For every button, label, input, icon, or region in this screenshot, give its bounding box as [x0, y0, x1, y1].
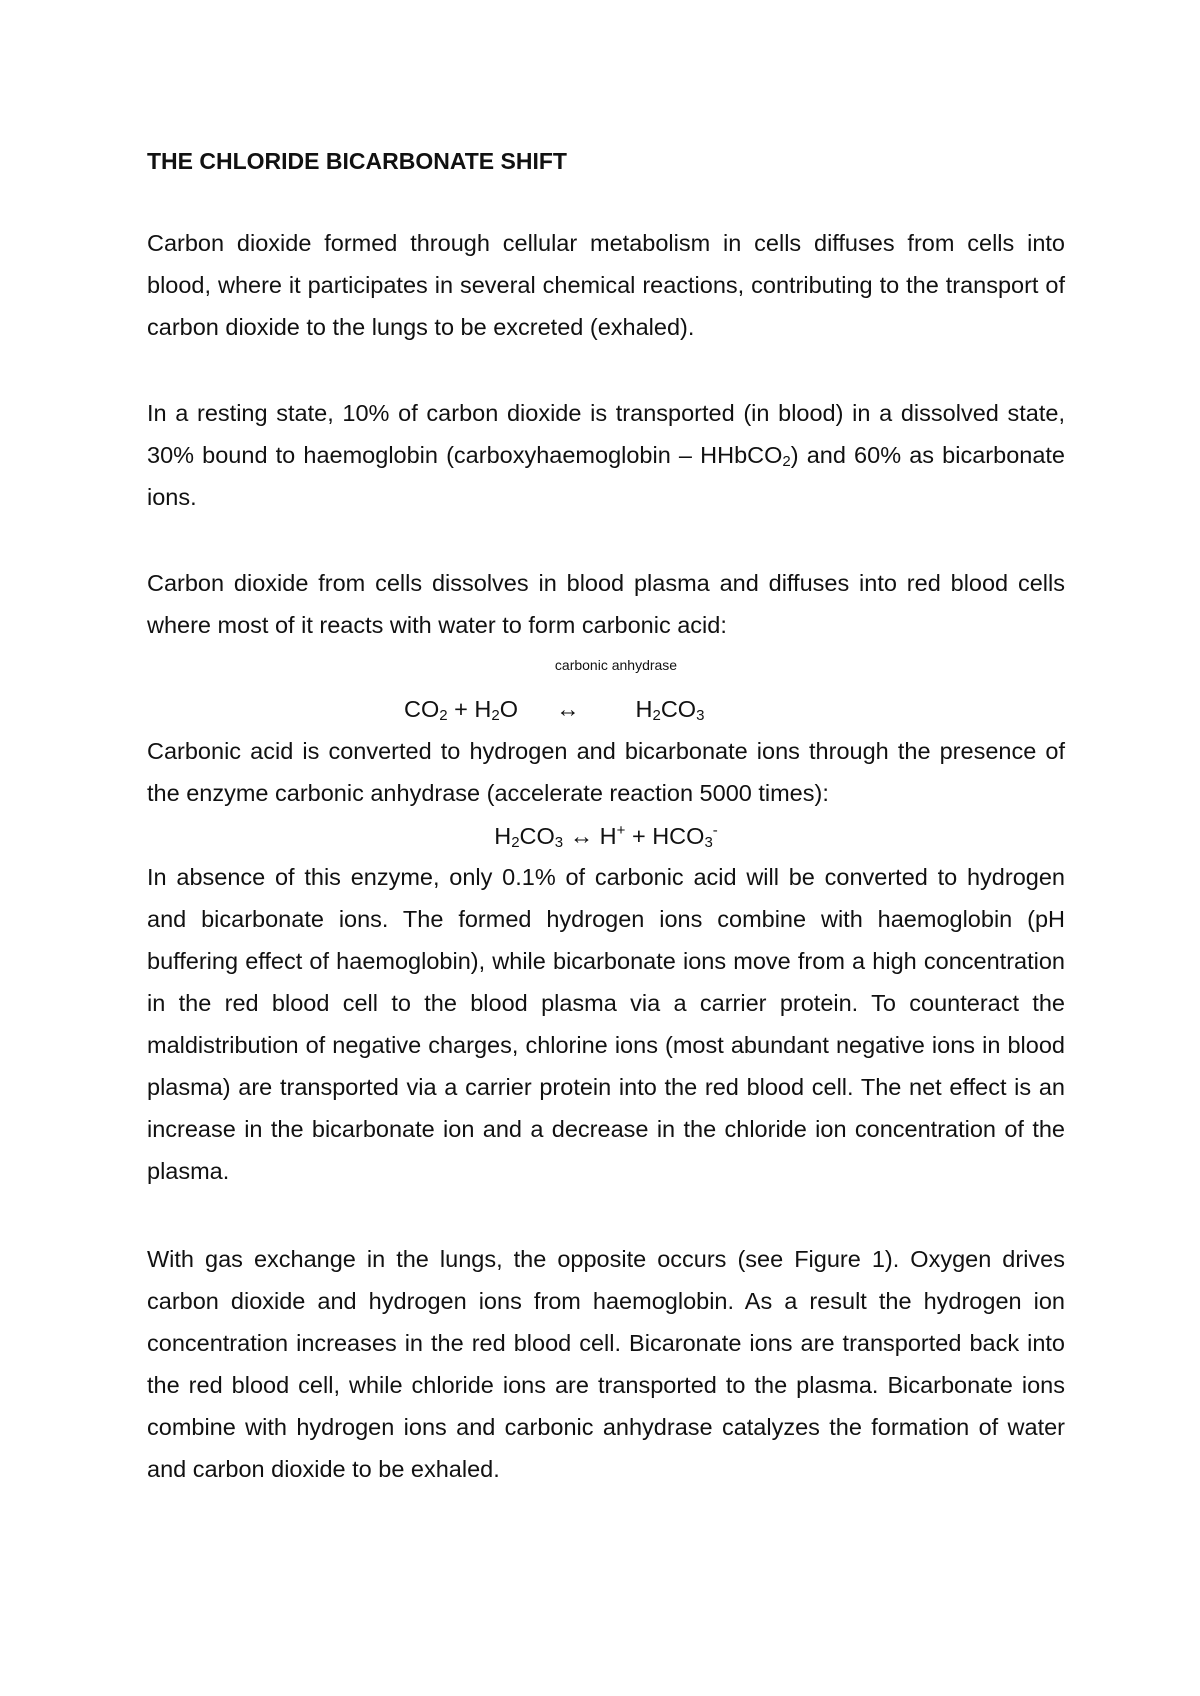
- eq1-o: O: [499, 696, 518, 722]
- p2-text-before: In a resting state, 10% of carbon dioxide is transported (in blood) in a dissolved state, 30% bound to haemoglobin (carboxyhaemoglobin – HHbCO: [147, 400, 1065, 468]
- paragraph-resting-state: [147, 392, 1065, 518]
- p2-text-after: ) and 60% as bicarbonate ions.: [147, 442, 1065, 510]
- eq1-h2: H: [635, 696, 653, 722]
- eq1-co3-sub: 3: [696, 707, 705, 724]
- paragraph-lung-gas-exchange: With gas exchange in the lungs, the opposite occurs (see Figure 1). Oxygen drives carbon dioxide and hydrogen ions from haemoglobin. As a result the hydrogen ion concentration increases in the red blood cell. Bicaronate ions are transported back into the red blood cell, while chloride ions are transported to the plasma. Bicarbonate ions combine with hydrogen ions and carbonic anhydrase catalyzes the formation of water and carbon dioxide to be exhaled.: [147, 1246, 1065, 1482]
- eq1-product: [635, 689, 704, 729]
- eq2-hco-sup: -: [712, 822, 718, 839]
- eq2-hco-sub: 3: [704, 834, 713, 851]
- paragraph-co2-transport-intro: Carbon dioxide formed through cellular metabolism in cells diffuses from cells into blood, where it participates in several chemical reactions, contributing to the transport of carbon dioxide to the lungs to be excreted (exhaled).: [147, 230, 1065, 340]
- eq1-h2-sub: 2: [652, 707, 661, 724]
- eq2-h-sup: +: [616, 822, 626, 839]
- eq1-co3: CO: [660, 696, 697, 722]
- paragraph-enzyme-absence: In absence of this enzyme, only 0.1% of carbonic acid will be converted to hydrogen and bicarbonate ions. The formed hydrogen ions combine with haemoglobin (pH buffering effect of haemoglobin), while bicarbonate ions move from a high concentration in the red blood cell to the blood plasma via a carrier protein. To counteract the maldistribution of negative charges, chlorine ions (most abundant negative ions in blood plasma) are transported via a carrier protein into the red blood cell. The net effect is an increase in the bicarbonate ion and a decrease in the chloride ion concentration of the plasma.: [147, 864, 1065, 1184]
- eq2-plus-hco: + HCO: [625, 823, 705, 849]
- eq1-co: CO: [404, 696, 440, 722]
- paragraph-carbonic-acid-formation: Carbon dioxide from cells dissolves in blood plasma and diffuses into red blood cells where most of it reacts with water to form carbonic acid:: [147, 570, 1065, 638]
- eq1-h-sub: 2: [491, 707, 500, 724]
- eq2-co-sub: 3: [554, 834, 564, 851]
- equation-dissociation: [147, 816, 1065, 856]
- eq1-co-sub: 2: [439, 707, 448, 724]
- document-title: THE CHLORIDE BICARBONATE SHIFT: [147, 148, 567, 174]
- eq2-arrow-h: ↔ H: [563, 823, 617, 849]
- paragraph-carbonic-anhydrase: Carbonic acid is converted to hydrogen and bicarbonate ions through the presence of the enzyme carbonic anhydrase (accelerate reaction 5000 times):: [147, 738, 1065, 806]
- enzyme-label: carbonic anhydrase: [554, 657, 678, 673]
- equation-carbonic-acid: [404, 689, 924, 729]
- eq2-h: H: [494, 823, 512, 849]
- eq1-plus-h: + H: [447, 696, 492, 722]
- eq1-arrow: ↔: [555, 696, 580, 722]
- eq1-reactants: [404, 689, 518, 729]
- p2-subscript: 2: [782, 453, 791, 470]
- eq2-h-sub: 2: [511, 834, 520, 851]
- eq2-co: CO: [519, 823, 555, 849]
